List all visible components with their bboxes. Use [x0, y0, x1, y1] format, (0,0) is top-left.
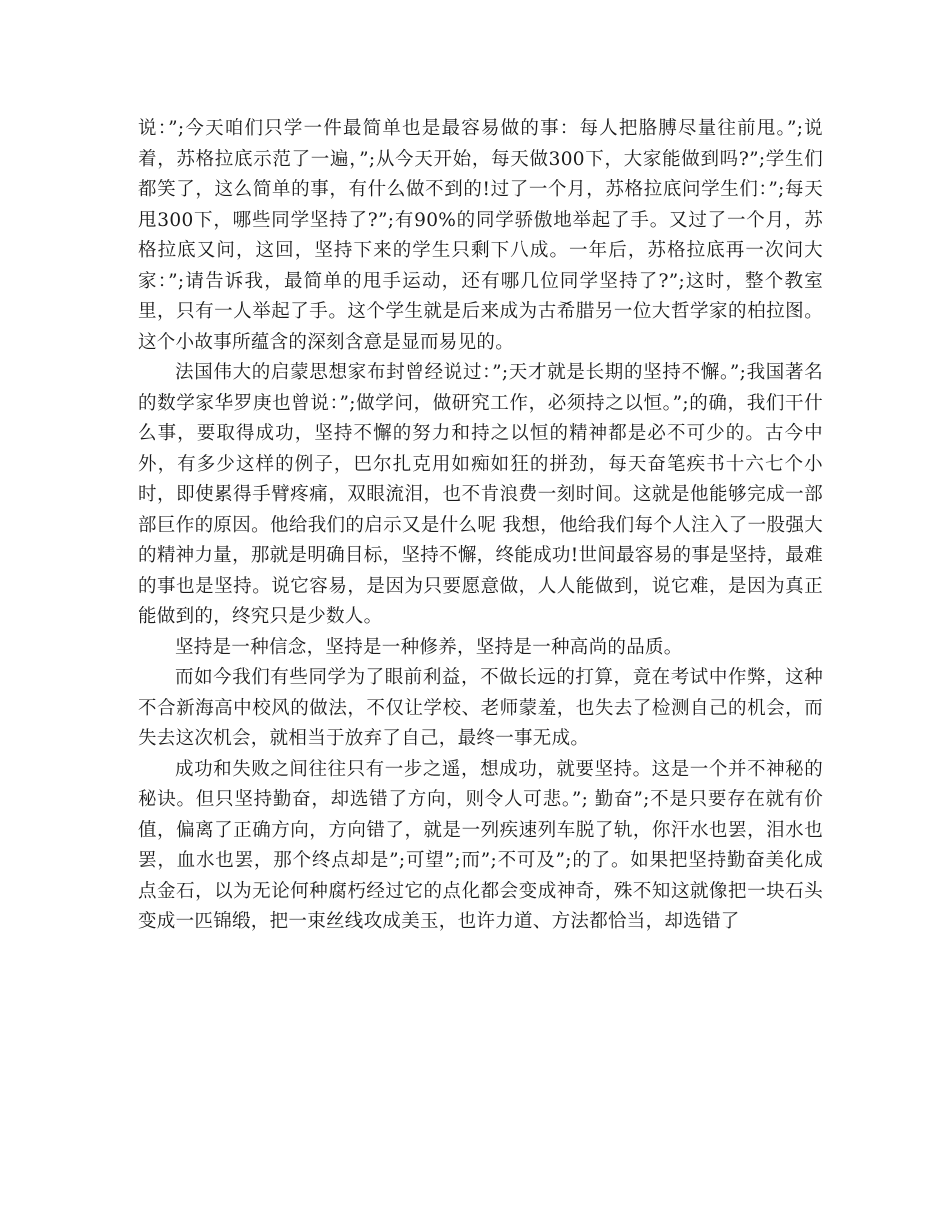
- document-body: [138, 114, 823, 938]
- paragraph-1: 说：”;今天咱们只学一件最简单也是最容易做的事：每人把胳膊尽量往前甩。”;说着，苏格拉底示范了一遍，”;从今天开始，每天做300下，大家能做到吗?”;学生们都笑了，这么简单的事，有什么做不到的!过了一个月，苏格拉底问学生们：”;每天甩300下，哪些同学坚持了?”;有90%的同学骄傲地举起了手。又过了一个月，苏格拉底又问，这回，坚持下来的学生只剩下八成。一年后，苏格拉底再一次问大家：”;请告诉我，最简单的甩手运动，还有哪几位同学坚持了?”;这时，整个教室里，只有一人举起了手。这个学生就是后来成为古希腊另一位大哲学家的柏拉图。这个小故事所蕴含的深刻含意是显而易见的。: [138, 118, 823, 353]
- paragraph-3: 坚持是一种信念，坚持是一种修养，坚持是一种高尚的品质。: [175, 636, 683, 658]
- paragraph-4: 而如今我们有些同学为了眼前利益，不做长远的打算，竟在考试中作弊，这种不合新海高中校风的做法，不仅让学校、老师蒙羞，也失去了检测自己的机会，而失去这次机会，就相当于放弃了自己，最终一事无成。: [138, 667, 823, 749]
- paragraph-2: 法国伟大的启蒙思想家布封曾经说过：”;天才就是长期的坚持不懈。”;我国著名的数学家华罗庚也曾说：”;做学问，做研究工作，必须持之以恒。”;的确，我们干什么事，要取得成功，坚持不懈的努力和持之以恒的精神都是必不可少的。古今中外，有多少这样的例子，巴尔扎克用如痴如狂的拼劲，每天奋笔疾书十六七个小时，即使累得手臂疼痛，双眼流泪，也不肯浪费一刻时间。这就是他能够完成一部部巨作的原因。他给我们的启示又是什么呢 我想，他给我们每个人注入了一股强大的精神力量，那就是明确目标，坚持不懈，终能成功!世间最容易的事是坚持，最难的事也是坚持。说它容易，是因为只要愿意做，人人能做到，说它难，是因为真正能做到的，终究只是少数人。: [138, 362, 823, 627]
- paragraph-5: 成功和失败之间往往只有一步之遥，想成功，就要坚持。这是一个并不神秘的秘诀。但只坚持勤奋，却选错了方向，则令人可悲。”; 勤奋”;不是只要存在就有价值，偏离了正确方向，方向错了，就是一列疾速列车脱了轨，你汗水也罢，泪水也罢，血水也罢，那个终点却是”;可望”;而”;不可及”;的了。如果把坚持勤奋美化成点金石，以为无论何种腐朽经过它的点化都会变成神奇，殊不知这就像把一块石头变成一匹锦缎，把一束丝线攻成美玉，也许力道、方法都恰当，却选错了: [138, 758, 823, 932]
